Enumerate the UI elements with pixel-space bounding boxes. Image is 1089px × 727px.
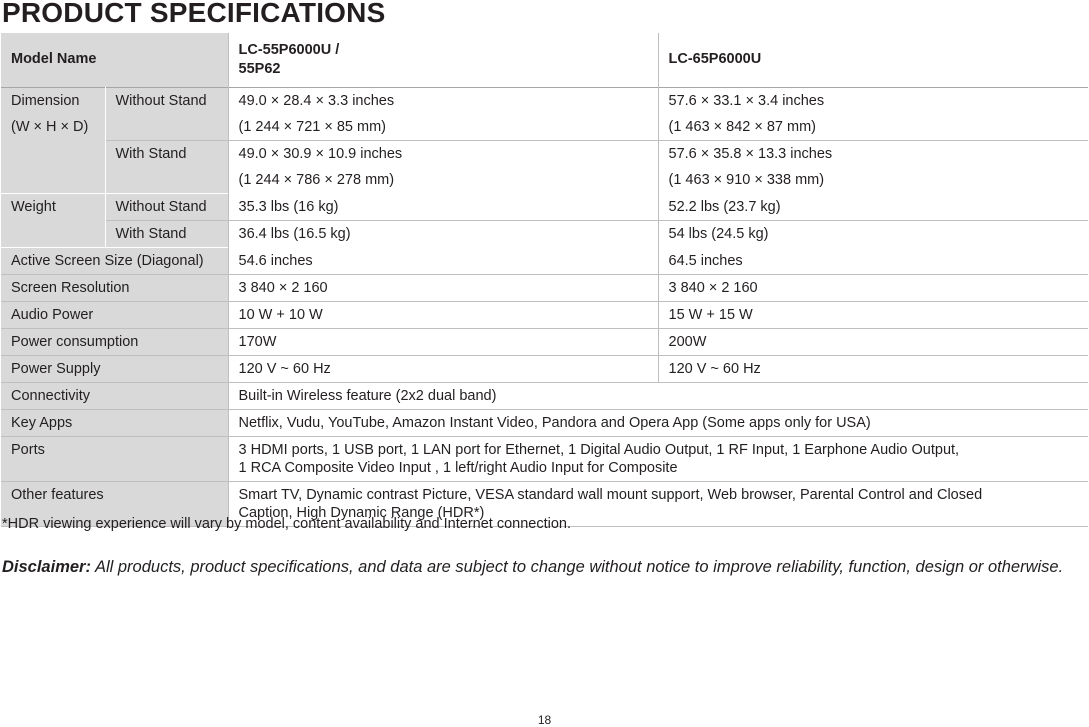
spec-value-a: 120 V ~ 60 Hz bbox=[228, 355, 658, 382]
spec-value-b: 15 W + 15 W bbox=[658, 301, 1088, 328]
disclaimer bbox=[2, 556, 1087, 579]
dimension-with-stand-label: With Stand bbox=[105, 140, 228, 193]
spec-row bbox=[1, 301, 1088, 328]
weight-without-stand-a: 35.3 lbs (16 kg) bbox=[228, 193, 658, 220]
shared-spec-row bbox=[1, 436, 1088, 481]
shared-spec-row bbox=[1, 409, 1088, 436]
spec-value-a: 3 840 × 2 160 bbox=[228, 274, 658, 301]
dimension-with-stand-b: 57.6 × 35.8 × 13.3 inches (1 463 × 910 × 338 mm) bbox=[658, 140, 1088, 193]
weight-with-stand-a: 36.4 lbs (16.5 kg) bbox=[228, 220, 658, 247]
spec-shared-value: Built-in Wireless feature (2x2 dual band) bbox=[228, 382, 1088, 409]
spec-row bbox=[1, 247, 1088, 274]
weight-without-stand-label: Without Stand bbox=[105, 193, 228, 220]
dimension-without-stand-a: 49.0 × 28.4 × 3.3 inches (1 244 × 721 × 85 mm) bbox=[228, 87, 658, 140]
disclaimer-text: All products, product specifications, and data are subject to change without notice to improve reliability, function, design or otherwise. bbox=[94, 558, 1064, 576]
spec-label: Other features bbox=[1, 481, 228, 526]
spec-row-dimension-without-stand bbox=[1, 87, 1088, 140]
disclaimer-label: Disclaimer: bbox=[2, 558, 91, 576]
spec-shared-value: Smart TV, Dynamic contrast Picture, VESA standard wall mount support, Web browser, Parental Control and Closed Caption, High Dynamic Range (HDR*) bbox=[228, 481, 1088, 526]
weight-label: Weight bbox=[1, 193, 105, 247]
dimension-without-stand-b: 57.6 × 33.1 × 3.4 inches (1 463 × 842 × 87 mm) bbox=[658, 87, 1088, 140]
shared-spec-row bbox=[1, 382, 1088, 409]
spec-row-weight-without-stand bbox=[1, 193, 1088, 220]
spec-label: Connectivity bbox=[1, 382, 228, 409]
spec-value-b: 200W bbox=[658, 328, 1088, 355]
weight-without-stand-b: 52.2 lbs (23.7 kg) bbox=[658, 193, 1088, 220]
spec-row bbox=[1, 274, 1088, 301]
model-name-label: Model Name bbox=[1, 33, 228, 87]
spec-label: Screen Resolution bbox=[1, 274, 228, 301]
spec-shared-value: 3 HDMI ports, 1 USB port, 1 LAN port for Ethernet, 1 Digital Audio Output, 1 RF Input, 1 Earphone Audio Output, 1 RCA Composite Video Input , 1 left/right Audio Input for Composite bbox=[228, 436, 1088, 481]
page-title: PRODUCT SPECIFICATIONS bbox=[2, 0, 386, 28]
spec-value-a: 170W bbox=[228, 328, 658, 355]
weight-with-stand-b: 54 lbs (24.5 kg) bbox=[658, 220, 1088, 247]
spec-value-b: 3 840 × 2 160 bbox=[658, 274, 1088, 301]
spec-table bbox=[1, 33, 1088, 527]
weight-with-stand-label: With Stand bbox=[105, 220, 228, 247]
spec-label: Power Supply bbox=[1, 355, 228, 382]
spec-value-a: 10 W + 10 W bbox=[228, 301, 658, 328]
spec-label: Active Screen Size (Diagonal) bbox=[1, 247, 228, 274]
spec-value-a: 54.6 inches bbox=[228, 247, 658, 274]
spec-value-b: 64.5 inches bbox=[658, 247, 1088, 274]
model-a-name: LC-55P6000U / 55P62 bbox=[228, 33, 658, 87]
spec-shared-value: Netflix, Vudu, YouTube, Amazon Instant Video, Pandora and Opera App (Some apps only for USA) bbox=[228, 409, 1088, 436]
spec-label: Ports bbox=[1, 436, 228, 481]
dimension-with-stand-a: 49.0 × 30.9 × 10.9 inches (1 244 × 786 × 278 mm) bbox=[228, 140, 658, 193]
dimension-label: Dimension (W × H × D) bbox=[1, 87, 105, 193]
spec-row-dimension-with-stand bbox=[1, 140, 1088, 193]
hdr-footnote: *HDR viewing experience will vary by model, content availability and Internet connection. bbox=[2, 516, 572, 532]
spec-row bbox=[1, 355, 1088, 382]
page-number: 18 bbox=[537, 713, 552, 727]
spec-label: Power consumption bbox=[1, 328, 228, 355]
model-b-name: LC-65P6000U bbox=[658, 33, 1088, 87]
spec-label: Key Apps bbox=[1, 409, 228, 436]
spec-header-row bbox=[1, 33, 1088, 87]
dimension-without-stand-label: Without Stand bbox=[105, 87, 228, 140]
spec-value-b: 120 V ~ 60 Hz bbox=[658, 355, 1088, 382]
spec-row bbox=[1, 328, 1088, 355]
spec-label: Audio Power bbox=[1, 301, 228, 328]
spec-row-weight-with-stand bbox=[1, 220, 1088, 247]
